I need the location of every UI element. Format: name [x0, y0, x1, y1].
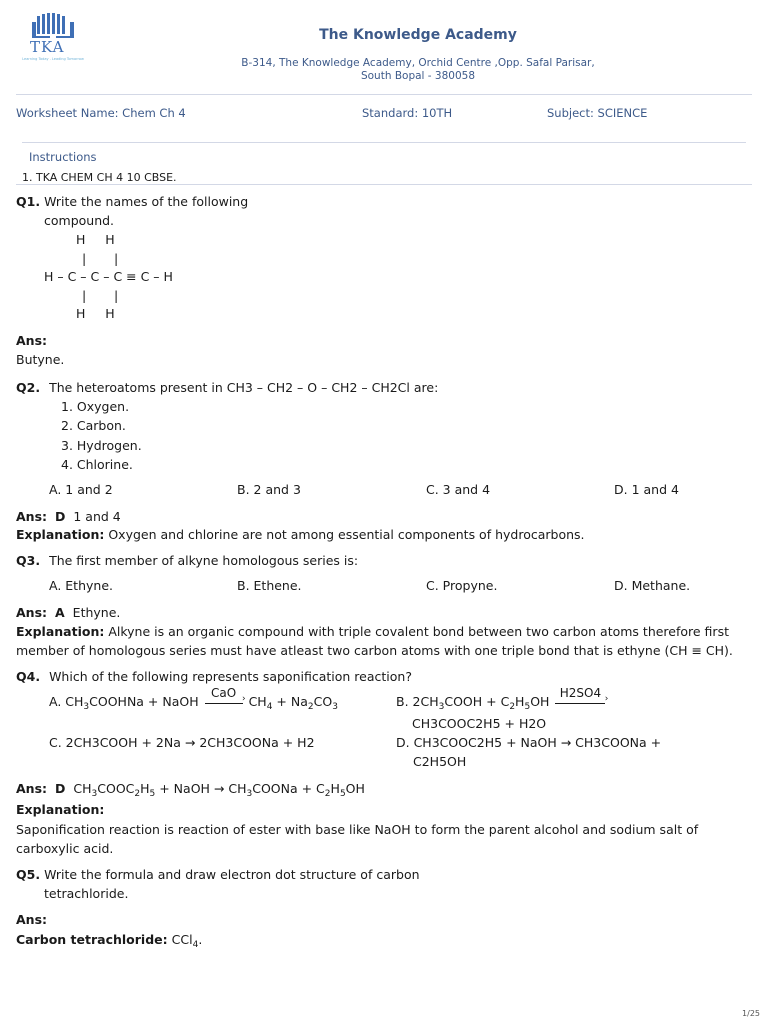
standard: Standard: 10TH — [362, 106, 453, 120]
question-number: Q4. — [16, 669, 41, 684]
option-a: A. Ethyne. — [49, 578, 113, 593]
address-line-2: South Bopal - 380058 — [360, 70, 476, 82]
logo-tagline: Learning Today . Leading Tomorrow — [22, 57, 84, 61]
question-1 — [16, 192, 248, 211]
question-2 — [16, 378, 438, 397]
explanation-label: Explanation: — [16, 527, 105, 542]
structure-chain: H – C – C – C ≡ C – H — [44, 269, 173, 284]
explanation — [16, 525, 585, 544]
option-a: A. 1 and 2 — [49, 482, 113, 497]
reaction-arrow-icon: H2SO4 › — [555, 696, 605, 706]
structure-bottom: H H — [76, 306, 115, 321]
worksheet-name: Worksheet Name: Chem Ch 4 — [16, 106, 186, 120]
page-title: The Knowledge Academy — [319, 27, 517, 43]
option-d: D. Methane. — [614, 578, 691, 593]
answer-text: 1 and 4 — [73, 509, 121, 524]
explanation-text: Saponification reaction is reaction of ester with base like NaOH to form the parent alcohol and sodium salt of — [16, 822, 699, 837]
question-5 — [16, 865, 420, 884]
instruction-item: 1. TKA CHEM CH 4 10 CBSE. — [22, 171, 177, 184]
subject: Subject: SCIENCE — [547, 106, 648, 120]
list-item: 4. Chlorine. — [61, 457, 133, 472]
option-b: B. Ethene. — [237, 578, 302, 593]
answer-text: Ethyne. — [72, 605, 121, 620]
answer-label: Ans: — [16, 509, 48, 524]
explanation — [16, 622, 756, 641]
structure-top: H H — [76, 232, 115, 247]
answer-term: Carbon tetrachloride: — [16, 932, 168, 947]
answer — [16, 603, 120, 622]
question-text: The heteroatoms present in CH3 – CH2 – O – CH2 – CH2Cl are: — [49, 380, 439, 395]
answer-formula: CCl$_4$. — [171, 932, 203, 950]
question-text: Write the names of the following — [44, 194, 249, 209]
explanation-line-2: member of homologous series must have atleast two carbon atoms with one triple bond that is ethyne (CH ≡ CH). — [16, 643, 733, 658]
answer-label: Ans: — [16, 912, 48, 927]
instructions-heading: Instructions — [29, 150, 97, 164]
option-a-prefix: A. CH — [49, 694, 84, 709]
question-number: Q3. — [16, 553, 41, 568]
option-d: D. 1 and 4 — [614, 482, 679, 497]
question-5-line-2: tetrachloride. — [44, 886, 129, 901]
option-c: C. 2CH3COOH + 2Na → 2CH3COONa + H2 — [49, 735, 315, 750]
option-d-line-2: C2H5OH — [413, 754, 467, 769]
answer-text: Butyne. — [16, 352, 65, 367]
structure-bar-bottom: | | — [82, 288, 119, 303]
question-number: Q5. — [16, 867, 41, 882]
option-a: A. $CH_3COOHNa$ + NaOH CaO › $CH_4 + Na_2CO_3$ — [49, 686, 338, 712]
answer-label: Ans: — [16, 781, 48, 796]
page-number: 1/25 — [742, 1009, 760, 1018]
explanation-label: Explanation: — [16, 624, 105, 639]
instructions-divider-bottom — [16, 184, 752, 185]
option-c: C. Propyne. — [426, 578, 498, 593]
question-text: The first member of alkyne homologous series is: — [49, 553, 359, 568]
list-item: 2. Carbon. — [61, 418, 126, 433]
reaction-condition: CaO — [211, 686, 237, 700]
question-text: Which of the following represents saponification reaction? — [49, 669, 412, 684]
option-d: D. CH3COOC2H5 + NaOH → CH3COONa + — [396, 735, 662, 750]
instructions-divider-top — [22, 142, 746, 143]
explanation-text-line-2: carboxylic acid. — [16, 841, 114, 856]
question-1-line-2: compound. — [44, 213, 115, 228]
logo-text: TKA — [30, 38, 65, 56]
header-divider — [16, 94, 752, 95]
answer — [16, 507, 121, 526]
answer-letter: A — [55, 605, 65, 620]
answer-letter: D — [55, 509, 66, 524]
option-b: B. 2 and 3 — [237, 482, 301, 497]
answer-label: Ans: — [16, 333, 48, 348]
address — [0, 57, 768, 83]
list-item: 1. Oxygen. — [61, 399, 130, 414]
question-3 — [16, 551, 358, 570]
reaction-arrow-icon: CaO › — [205, 696, 243, 706]
question-text: Write the formula and draw electron dot structure of carbon — [44, 867, 420, 882]
explanation-text: Oxygen and chlorine are not among essential components of hydrocarbons. — [108, 527, 585, 542]
option-b: B. $2CH_3COOH + C_2H_5OH$ H2SO4 › — [396, 686, 609, 712]
option-c: C. 3 and 4 — [426, 482, 491, 497]
question-number: Q1. — [16, 194, 41, 209]
option-b-prefix: B. 2CH — [396, 694, 439, 709]
list-item: 3. Hydrogen. — [61, 438, 142, 453]
structure-bar-top: | | — [82, 251, 119, 266]
reaction-condition: H2SO4 — [559, 686, 602, 700]
explanation-text: Alkyne is an organic compound with triple covalent bond between two carbon atoms therefore first — [108, 624, 729, 639]
question-number: Q2. — [16, 380, 41, 395]
answer — [16, 930, 202, 955]
option-b-line-2: CH3COOC2H5 + H2O — [412, 716, 547, 731]
address-line-1: B-314, The Knowledge Academy, Orchid Centre ,Opp. Safal Parisar, — [241, 57, 595, 69]
answer-label: Ans: — [16, 605, 48, 620]
answer-text: $CH_3COOC_2H_5$ + NaOH → $CH_3COONa + C_2H_5OH$ — [73, 781, 365, 799]
explanation-label: Explanation: — [16, 802, 105, 817]
answer-letter: D — [55, 781, 66, 796]
